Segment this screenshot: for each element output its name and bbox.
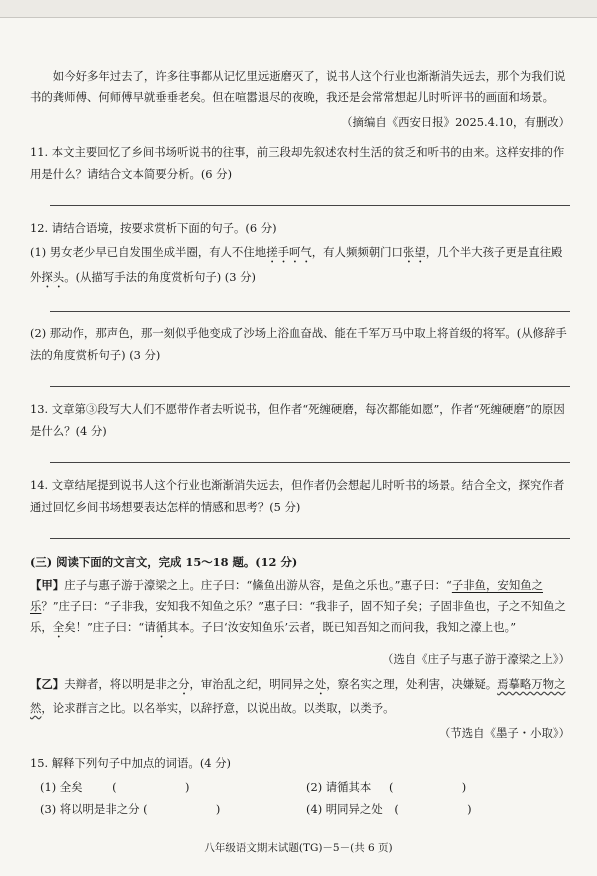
answer-line-13 (50, 462, 570, 463)
yi-dotted-fen: 分 (178, 677, 190, 691)
question-15: 15. 解释下列句子中加点的词语。(4 分) (30, 756, 231, 770)
question-14: 14. 文章结尾提到说书人这个行业也渐渐消失远去，但作者仍会想起儿时听书的场景。结合全文，探究作者通过回忆乡间书场想要表达怎样的情感和思考？(5 分) (30, 478, 565, 514)
q15-item-2-blank[interactable]: ( ) (388, 780, 467, 794)
question-12-sentence-2: (2) 那动作，那声色，那一刻似乎他变成了沙场上浴血奋战、能在千军万马中取上将首级的将军。(从修辞手法的角度赏析句子) (3 分) (30, 326, 567, 362)
section-3-heading: (三) 阅读下面的文言文，完成 15～18 题。(12 分) (30, 555, 298, 569)
q15-item-2-label: (2) 请循其本 (306, 780, 372, 794)
question-15-row-2 (30, 798, 570, 820)
q12-s1-part-a: (1) 男女老少早已自发围坐成半圈，有人不住地 (30, 245, 267, 259)
q15-item-1-blank[interactable]: ( ) (112, 780, 190, 794)
q15-item-4 (280, 798, 546, 820)
answer-line-12-2 (50, 386, 570, 387)
scan-top-edge (0, 17, 597, 18)
jia-part-e: 其本。子曰‘汝安知鱼乐’云者，既已知吾知之而问我，我知之濠上也。” (167, 620, 517, 634)
answer-line-12-1 (50, 311, 570, 312)
question-15-row-1 (30, 776, 570, 798)
q15-item-4-label: (4) 明同异之处 (306, 802, 383, 816)
page-footer: 八年级语文期末试题(TG)－5－(共 6 页) (204, 842, 393, 854)
q12-s1-dotted-1: 搓手呵气 (266, 245, 312, 259)
passage-yi-source: （节选自《墨子・小取》） (439, 726, 570, 740)
scan-top-shade (0, 0, 597, 17)
yi-wavy-underlined: 焉摹略万物之然 (30, 677, 566, 715)
yi-part-a: 夫辩者，将以明是非之 (64, 677, 179, 691)
q15-item-4-blank[interactable]: ( ) (394, 802, 472, 816)
q12-s1-dotted-3: 探头 (41, 270, 65, 284)
yi-dotted-chu: 处 (314, 677, 327, 691)
q12-s1-dotted-2: 张望 (402, 245, 426, 259)
q12-s1-part-b: ，有人频频朝门口 (311, 245, 403, 259)
question-13: 13. 文章第③段写大人们不愿带作者去听说书，但作者“死缠硬磨，每次都能如愿”，作者“死缠硬磨”的原因是什么？(4 分) (30, 402, 565, 438)
intro-paragraph: 如今好多年过去了，许多往事都从记忆里远逝磨灭了，说书人这个行业也渐渐消失远去，那个为我们说书的龚师傅、何师傅早就垂垂老矣。但在喧嚣退尽的夜晚，我还是会常常想起儿时听评书的画面和场景。 (30, 69, 566, 104)
q15-item-2 (280, 776, 546, 798)
q15-item-1-label: (1) 全矣 (40, 780, 83, 794)
yi-part-d: ，论求群言之比。以名举实，以辞抒意，以说出故。以类取，以类予。 (41, 701, 395, 715)
q15-item-1 (30, 776, 280, 798)
question-11: 11. 本文主要回忆了乡间书场听说书的往事，前三段却先叙述农村生活的贫乏和听书的由来。这样安排的作用是什么？请结合文本简要分析。(6 分) (30, 145, 565, 181)
q15-item-3-label: (3) 将以明是非之分 (40, 802, 140, 816)
jia-part-c: 矣！”庄子曰：“请 (64, 620, 156, 634)
jia-part-a: 庄子与惠子游于濠梁之上。庄子曰：“鯈鱼出游从容，是鱼之乐也。”惠子曰：“ (64, 578, 452, 592)
answer-line-14 (50, 538, 570, 539)
passage-yi (30, 674, 570, 719)
passage-jia (30, 575, 570, 641)
jia-dotted-quan: 全 (52, 620, 65, 634)
question-12-sentence-1 (30, 241, 570, 291)
yi-part-b: ，审治乱之纪，明同异之 (189, 677, 315, 691)
q12-s1-part-e: 。(从描写手法的角度赏析句子) (3 分) (64, 270, 256, 284)
intro-source: （摘编自《西安日报》2025.4.10，有删改） (341, 115, 570, 129)
jia-dotted-xun: 循 (155, 620, 167, 634)
passage-jia-source: （选自《庄子与惠子游于濠梁之上》） (382, 652, 570, 666)
q12-s1-part-c: ，几个半大孩子更是直往殿外 (30, 245, 563, 284)
passage-jia-tag: 【甲】 (30, 578, 65, 592)
jia-part-b: ？”庄子曰：“子非我，安知我不知鱼之乐？”惠子曰：“我非子，固不知子矣；子固非鱼也，子之不知鱼之乐， (30, 599, 566, 634)
q15-item-3 (30, 798, 280, 820)
answer-line-11 (50, 205, 570, 206)
passage-yi-tag: 【乙】 (30, 677, 65, 691)
yi-part-c: ，察名实之理，处利害，决嫌疑。 (326, 677, 498, 691)
exam-page (30, 66, 570, 820)
question-12: 12. 请结合语境，按要求赏析下面的句子。(6 分) (30, 221, 277, 235)
q15-item-3-blank[interactable]: ( ) (143, 802, 221, 816)
jia-underlined-1: 子非鱼，安知鱼之乐 (30, 578, 543, 613)
